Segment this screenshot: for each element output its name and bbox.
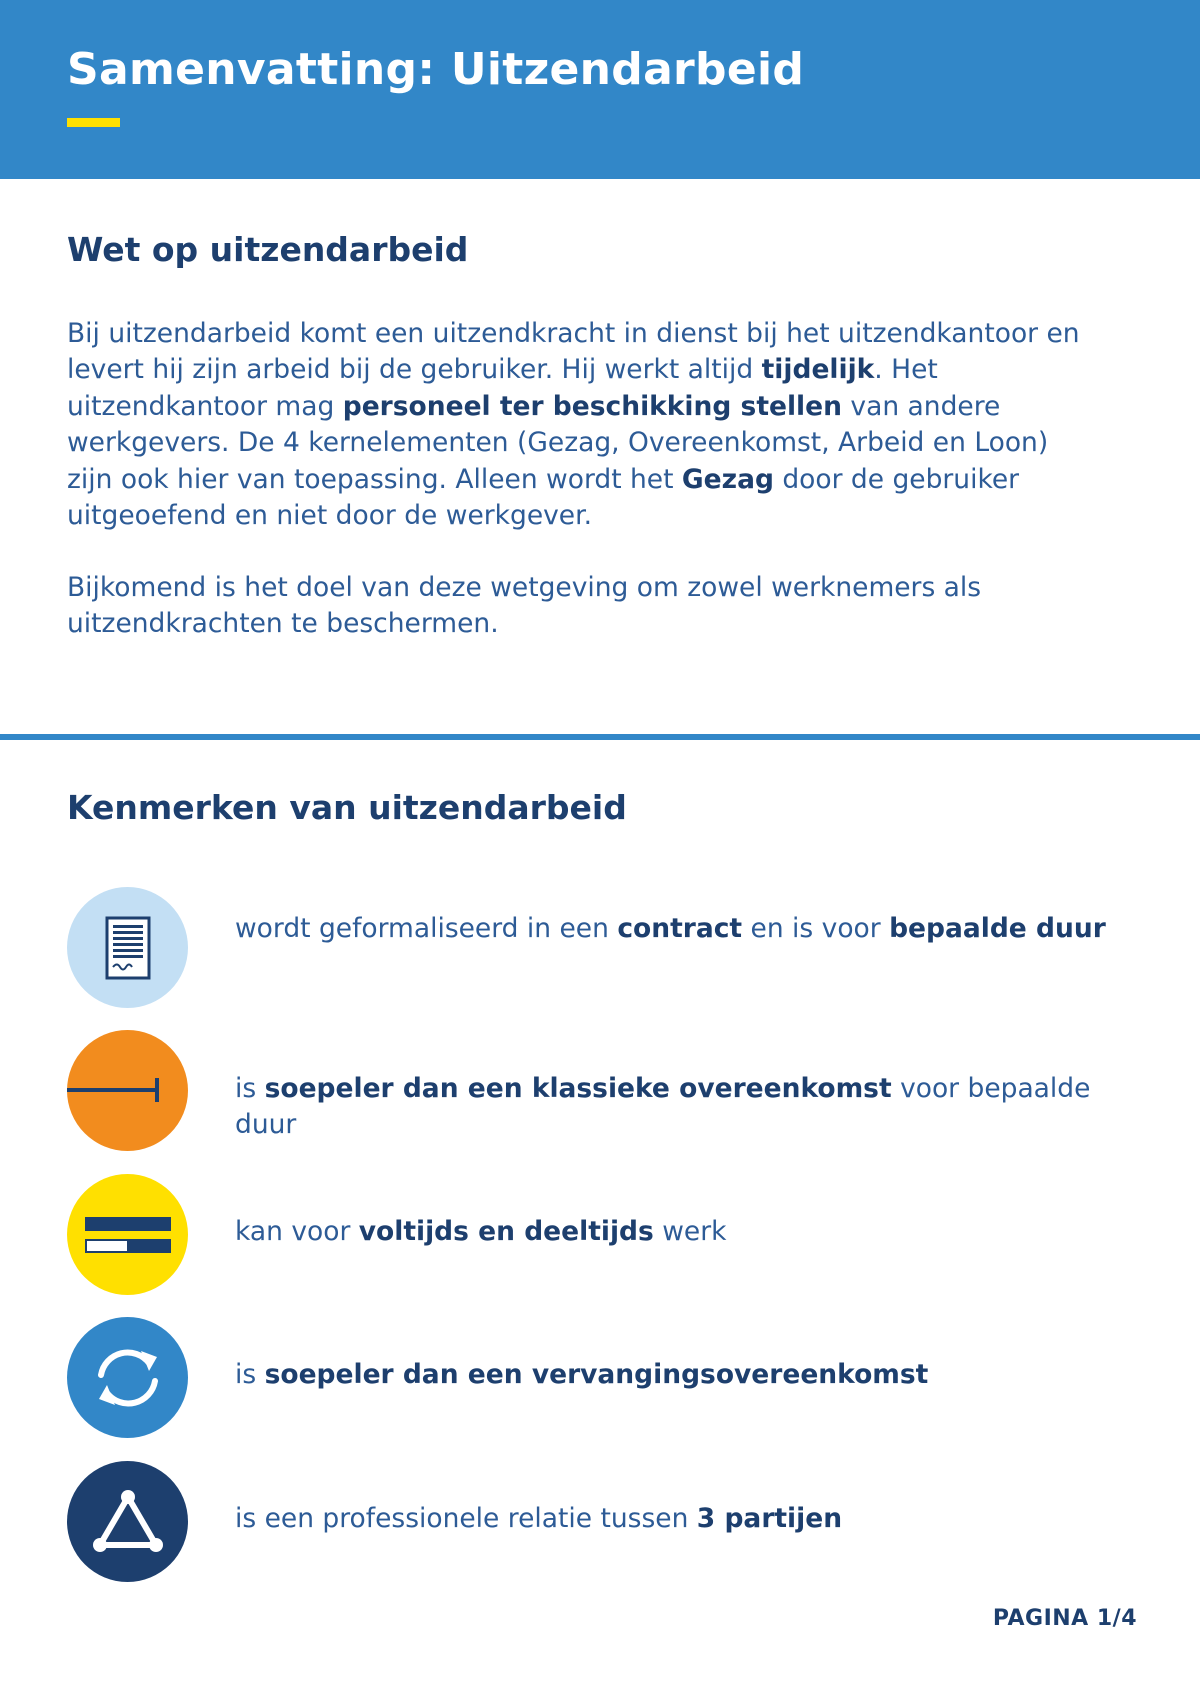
text-span: is (235, 1073, 265, 1104)
feature-three-parties-text (235, 1501, 1135, 1537)
duration-line-icon (67, 1030, 188, 1151)
text-span: en is voor (742, 913, 890, 944)
text-span: . Het uitzendkantoor mag (67, 354, 938, 422)
intro-paragraph (67, 316, 1097, 534)
text-span: kan voor (235, 1216, 359, 1247)
header-band (0, 0, 1200, 179)
bold-term: soepeler dan een klassieke overeenkomst (264, 1073, 892, 1104)
feature-replacement-text (235, 1357, 1135, 1393)
purpose-paragraph: Bijkomend is het doel van deze wetgeving om zowel werknemers als uitzendkrachten te beschermen. (67, 572, 982, 640)
fulltime-parttime-bars-icon (67, 1174, 188, 1295)
bold-term-tijdelijk: tijdelijk (761, 354, 875, 386)
bold-term: bepaalde duur (889, 913, 1106, 944)
feature-flexible-text (235, 1071, 1135, 1143)
feature-contract-text (235, 911, 1135, 947)
feature-hours-text (235, 1214, 1135, 1250)
text-span: voor bepaalde duur (235, 1073, 1091, 1140)
text-span: Bij uitzendarbeid komt een uitzendkracht in dienst bij het uitzendkantoor en levert hij zijn arbeid bij de gebruiker. Hij werkt altijd (67, 318, 1080, 386)
bold-term-personeel: personeel ter beschikking stellen (342, 390, 842, 422)
bold-term: 3 partijen (696, 1503, 843, 1534)
contract-document-icon (67, 887, 188, 1008)
page-number: PAGINA 1/4 (992, 1606, 1137, 1631)
text-span: door de gebruiker uitgeoefend en niet door de werkgever. (67, 463, 1020, 532)
bold-term-gezag: Gezag (681, 463, 774, 495)
text-span: is (235, 1359, 265, 1390)
rotate-arrows-icon (67, 1317, 188, 1438)
document-title: Samenvatting: Uitzendarbeid (67, 44, 805, 95)
section-heading-kenmerken: Kenmerken van uitzendarbeid (67, 788, 627, 827)
three-parties-triangle-icon (67, 1461, 188, 1582)
bold-term: voltijds en deeltijds (358, 1216, 654, 1247)
section-heading-wet-op-uitzendarbeid: Wet op uitzendarbeid (67, 230, 469, 269)
bold-term: contract (617, 913, 743, 944)
text-span: van andere werkgevers. De 4 kernelementen (Gezag, Overeenkomst, Arbeid en Loon) zijn ook hier van toepassing. Alleen wordt het (67, 390, 1049, 495)
section-divider (0, 734, 1200, 740)
title-accent-bar (67, 118, 120, 127)
text-span: wordt geformaliseerd in een (235, 913, 618, 944)
bold-term: soepeler dan een vervangingsovereenkomst (264, 1359, 929, 1390)
text-span: is een professionele relatie tussen (235, 1503, 697, 1534)
text-span: werk (653, 1216, 727, 1247)
